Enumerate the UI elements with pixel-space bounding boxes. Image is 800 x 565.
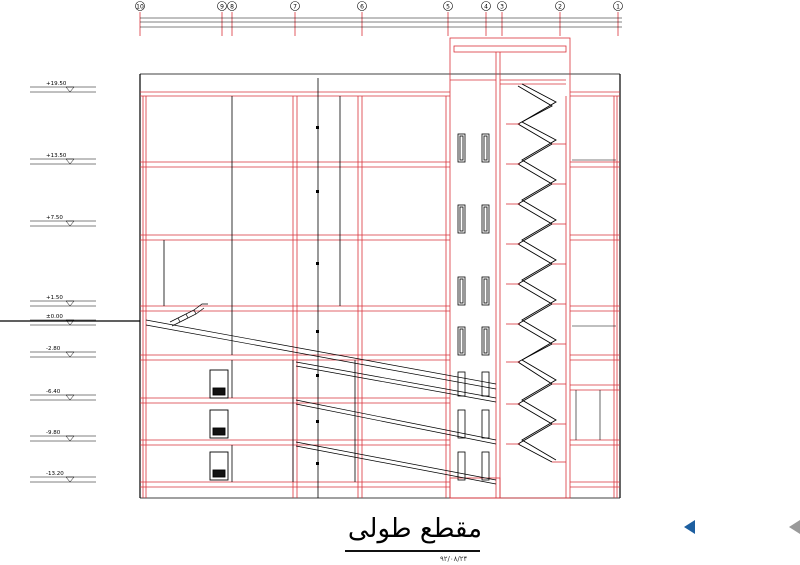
grid-axes xyxy=(136,2,623,37)
level-markers xyxy=(30,81,96,482)
grid-axis-label: 8 xyxy=(230,3,234,11)
level-label: +1.50 xyxy=(46,295,63,301)
level-triangle-icon xyxy=(66,395,74,400)
grid-axis-8 xyxy=(228,2,237,37)
title-underline xyxy=(345,550,480,552)
level-label: +19.50 xyxy=(46,81,67,87)
level-label: -2.80 xyxy=(46,346,61,352)
level-triangle-icon xyxy=(66,221,74,226)
entrance-stair xyxy=(170,304,208,326)
grid-axis-label: 4 xyxy=(484,3,488,11)
level-marker xyxy=(30,295,96,306)
level-label: ±0.00 xyxy=(46,314,63,320)
drawing-title: مقطع طولی xyxy=(347,514,483,544)
grid-axis-5 xyxy=(444,2,453,37)
grid-axis-label: 2 xyxy=(558,3,562,11)
floor-slabs xyxy=(140,92,620,487)
dimension-line xyxy=(140,18,622,27)
level-marker xyxy=(30,346,96,357)
parking-ramps xyxy=(146,320,496,484)
right-bay-details xyxy=(572,160,616,440)
grid-axis-label: 5 xyxy=(446,3,450,11)
triangle-left-icon[interactable] xyxy=(684,520,695,534)
column-marks xyxy=(316,126,319,465)
core-windows xyxy=(458,134,489,480)
grid-axis-2 xyxy=(556,2,565,37)
grid-axis-label: 3 xyxy=(500,3,504,11)
grid-axis-label: 10 xyxy=(136,3,144,11)
level-marker xyxy=(30,314,96,325)
building-section xyxy=(0,38,620,498)
level-triangle-icon xyxy=(66,301,74,306)
level-marker xyxy=(30,81,96,92)
level-label: +13.50 xyxy=(46,153,67,159)
triangle-left-icon[interactable] xyxy=(789,520,800,534)
core-tower xyxy=(450,38,570,498)
elevator-doors xyxy=(210,370,228,480)
drawing-date: ۹۲/۰۸/۲۴ xyxy=(440,555,468,563)
grid-axis-3 xyxy=(498,2,507,37)
level-marker xyxy=(30,215,96,226)
grid-axis-label: 9 xyxy=(220,3,224,11)
level-label: -6.40 xyxy=(46,389,61,395)
level-triangle-icon xyxy=(66,477,74,482)
grid-axis-1 xyxy=(614,2,623,37)
staircase xyxy=(518,84,556,462)
level-marker xyxy=(30,389,96,400)
level-triangle-icon xyxy=(66,87,74,92)
level-triangle-icon xyxy=(66,352,74,357)
level-marker xyxy=(30,153,96,164)
grid-axis-label: 1 xyxy=(616,3,620,11)
grid-axis-6 xyxy=(358,2,367,37)
level-label: -9.80 xyxy=(46,430,61,436)
level-label: +7.50 xyxy=(46,215,63,221)
level-triangle-icon xyxy=(66,436,74,441)
level-marker xyxy=(30,471,96,482)
level-triangle-icon xyxy=(66,159,74,164)
level-marker xyxy=(30,430,96,441)
grid-axis-9 xyxy=(218,2,227,37)
grid-axis-4 xyxy=(482,2,491,37)
partition-lines xyxy=(164,78,355,498)
grid-axis-10 xyxy=(136,2,145,37)
grid-axis-7 xyxy=(291,2,300,37)
grid-axis-label: 6 xyxy=(360,3,364,11)
grid-axis-label: 7 xyxy=(293,3,297,11)
level-label: -13.20 xyxy=(46,471,64,477)
